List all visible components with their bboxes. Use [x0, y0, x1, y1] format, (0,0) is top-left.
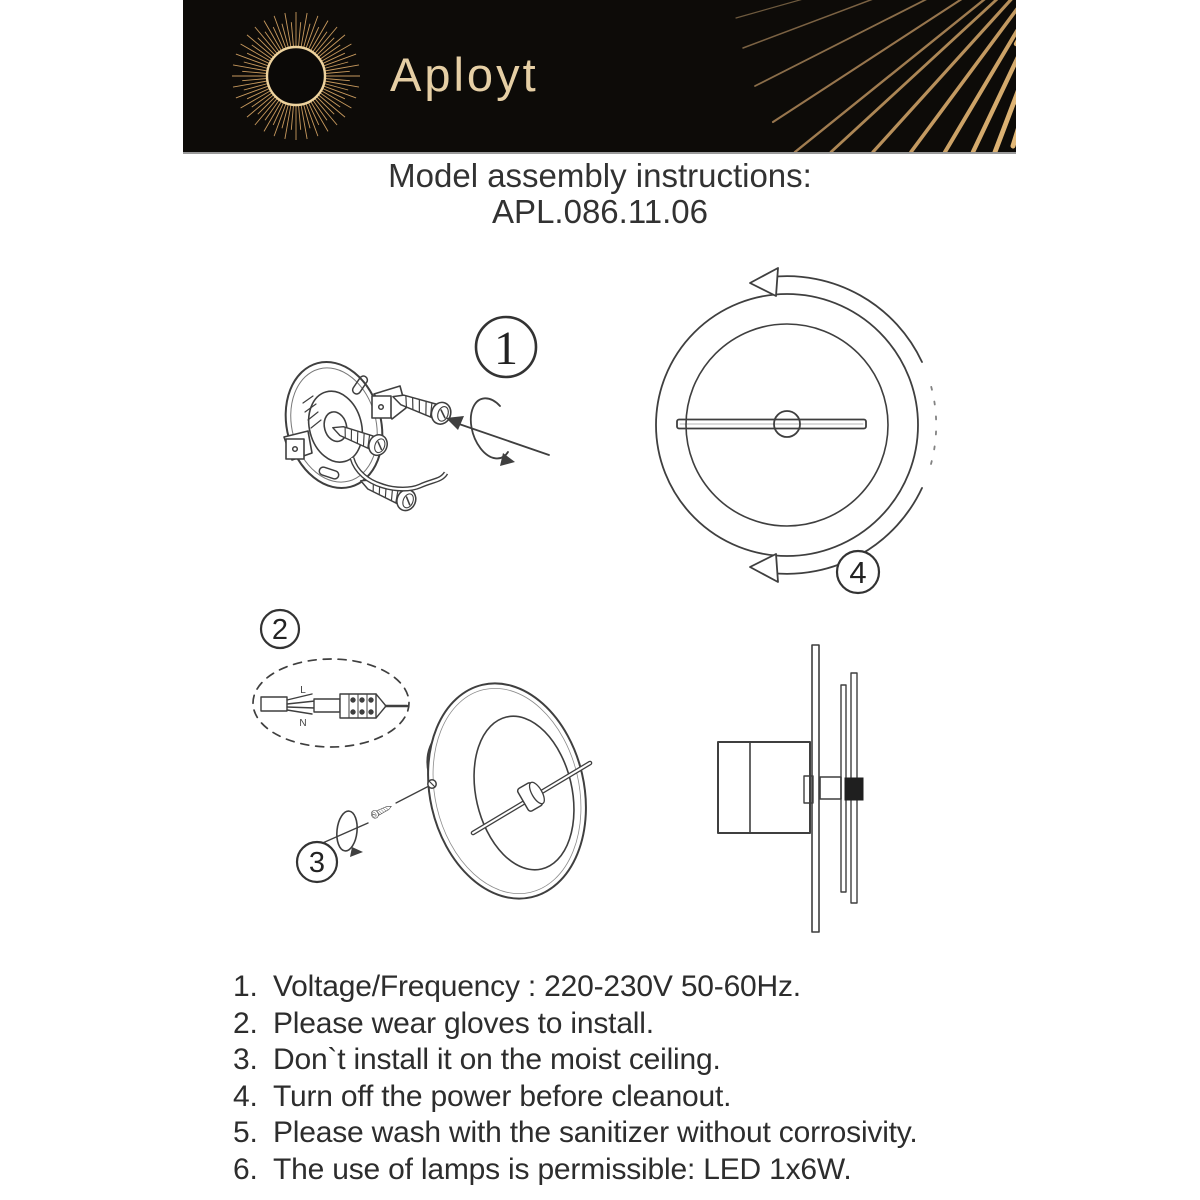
model-number: APL.086.11.06 — [492, 193, 708, 230]
item-text: Please wash with the sanitizer without corrosivity. — [273, 1116, 918, 1149]
lamp-inner-ring — [686, 324, 888, 526]
step-1-badge-label: 1 — [494, 322, 518, 375]
instruction-item — [233, 1152, 1023, 1189]
brand-wordmark: Aployt — [390, 48, 539, 101]
item-text: The use of lamps is permissible: LED 1x6W. — [273, 1152, 852, 1186]
lamp-outer-ring — [656, 294, 918, 556]
instruction-item — [233, 1042, 1023, 1079]
rotate-screw-icon — [446, 398, 549, 466]
item-number: 5. — [233, 1116, 258, 1149]
hub-block — [820, 777, 841, 799]
instruction-item — [233, 1006, 1023, 1043]
wire-connector-detail — [261, 694, 407, 718]
page-title: Model assembly instructions: — [388, 157, 812, 194]
instruction-item — [233, 1079, 1023, 1116]
item-text: Turn off the power before cleanout. — [273, 1079, 732, 1113]
wire-label-live: L — [300, 685, 306, 696]
item-number: 1. — [233, 970, 258, 1003]
lamp-disc — [407, 667, 606, 914]
item-text: Don`t install it on the moist ceiling. — [273, 1043, 721, 1076]
step-2-figure — [253, 610, 409, 747]
step-4-figure — [656, 268, 936, 593]
screw — [370, 803, 393, 820]
rotation-arrows — [750, 268, 936, 582]
item-number: 3. — [233, 1043, 258, 1076]
item-number: 2. — [233, 1006, 258, 1040]
item-number: 4. — [233, 1079, 258, 1113]
instruction-item — [233, 969, 1023, 1006]
fixing-screw-assembly — [318, 780, 436, 857]
mounting-plate — [272, 351, 396, 499]
side-view-figure — [718, 645, 863, 932]
step-1-figure — [272, 317, 549, 514]
step-2-badge-label: 2 — [271, 614, 289, 646]
item-text: Please wear gloves to install. — [273, 1006, 654, 1040]
item-number: 6. — [233, 1152, 258, 1186]
instruction-list — [233, 969, 1023, 1188]
step-4-badge-label: 4 — [849, 555, 867, 590]
mount-box-profile — [718, 742, 810, 833]
item-text: Voltage/Frequency : 220-230V 50-60Hz. — [273, 970, 801, 1003]
instruction-item — [233, 1115, 1023, 1152]
hub-block-dark — [845, 778, 863, 800]
step-3-badge-label: 3 — [308, 847, 326, 879]
wire-label-neutral: N — [299, 718, 307, 729]
